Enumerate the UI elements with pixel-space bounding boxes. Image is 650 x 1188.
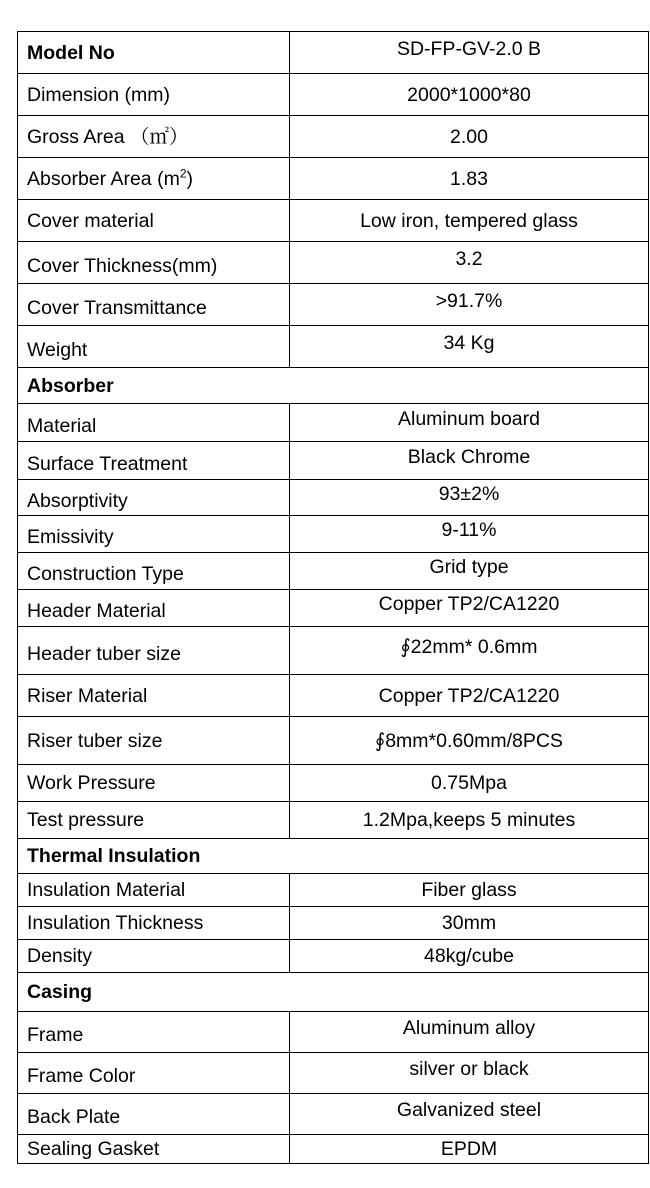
- row-value: Aluminum alloy: [290, 1012, 649, 1053]
- table-row: [18, 717, 649, 765]
- table-row: [18, 802, 649, 839]
- row-label: Dimension (mm): [18, 74, 290, 116]
- table-row: [18, 516, 649, 553]
- row-label: Density: [18, 940, 290, 973]
- row-value: silver or black: [290, 1053, 649, 1094]
- row-value: 2000*1000*80: [290, 74, 649, 116]
- row-label: Cover material: [18, 200, 290, 242]
- row-value: 0.75Mpa: [290, 765, 649, 802]
- row-value: 1.2Mpa,keeps 5 minutes: [290, 802, 649, 839]
- row-value: Copper TP2/CA1220: [290, 590, 649, 627]
- table-row: [18, 242, 649, 284]
- row-label: Model No: [18, 32, 290, 74]
- row-label: Emissivity: [18, 516, 290, 553]
- row-value: 30mm: [290, 907, 649, 940]
- table-row: [18, 907, 649, 940]
- table-row: [18, 1094, 649, 1135]
- row-label: Gross Area （㎡）: [18, 116, 290, 158]
- spec-table: [17, 31, 649, 1164]
- row-label: Cover Transmittance: [18, 284, 290, 326]
- row-value: 1.83: [290, 158, 649, 200]
- table-row: [18, 442, 649, 480]
- table-row: [18, 940, 649, 973]
- row-label: Weight: [18, 326, 290, 368]
- row-label: Absorber Area $(m^2)$: [18, 158, 290, 200]
- table-row: [18, 590, 649, 627]
- row-value: Aluminum board: [290, 404, 649, 442]
- section-heading: Absorber: [18, 368, 649, 404]
- row-value: ∮22mm* 0.6mm: [290, 627, 649, 675]
- row-label: Work Pressure: [18, 765, 290, 802]
- table-row: [18, 116, 649, 158]
- row-value: Black Chrome: [290, 442, 649, 480]
- row-value: Copper TP2/CA1220: [290, 675, 649, 717]
- section-row: [18, 368, 649, 404]
- row-value: 48kg/cube: [290, 940, 649, 973]
- section-row: [18, 839, 649, 874]
- row-value: Grid type: [290, 553, 649, 590]
- row-label: Frame Color: [18, 1053, 290, 1094]
- row-value: 34 Kg: [290, 326, 649, 368]
- table-row: [18, 200, 649, 242]
- row-label: Back Plate: [18, 1094, 290, 1135]
- row-label: Insulation Material: [18, 874, 290, 907]
- row-value: Low iron, tempered glass: [290, 200, 649, 242]
- row-label: Sealing Gasket: [18, 1135, 290, 1164]
- table-row: [18, 74, 649, 116]
- row-label: Header tuber size: [18, 627, 290, 675]
- section-heading: Casing: [18, 973, 649, 1012]
- row-value: 93±2%: [290, 480, 649, 516]
- row-label: Insulation Thickness: [18, 907, 290, 940]
- row-value: >91.7%: [290, 284, 649, 326]
- row-label: Construction Type: [18, 553, 290, 590]
- row-value: SD-FP-GV-2.0 B: [290, 32, 649, 74]
- table-row: [18, 326, 649, 368]
- row-label: Header Material: [18, 590, 290, 627]
- table-row: [18, 874, 649, 907]
- table-row: [18, 675, 649, 717]
- row-label: Cover Thickness(mm): [18, 242, 290, 284]
- row-label: Frame: [18, 1012, 290, 1053]
- row-value: ∮8mm*0.60mm/8PCS: [290, 717, 649, 765]
- section-row: [18, 973, 649, 1012]
- row-label: Riser tuber size: [18, 717, 290, 765]
- row-value: 3.2: [290, 242, 649, 284]
- table-row: [18, 1135, 649, 1164]
- table-row: [18, 158, 649, 200]
- table-row: [18, 627, 649, 675]
- table-row: [18, 480, 649, 516]
- table-row: [18, 284, 649, 326]
- table-row: [18, 1053, 649, 1094]
- row-label: Riser Material: [18, 675, 290, 717]
- row-value: Fiber glass: [290, 874, 649, 907]
- row-label: Surface Treatment: [18, 442, 290, 480]
- table-row: [18, 1012, 649, 1053]
- row-value: 9-11%: [290, 516, 649, 553]
- table-row: [18, 32, 649, 74]
- row-value: EPDM: [290, 1135, 649, 1164]
- section-heading: Thermal Insulation: [18, 839, 649, 874]
- table-row: [18, 765, 649, 802]
- row-label: Test pressure: [18, 802, 290, 839]
- row-label: Material: [18, 404, 290, 442]
- table-row: [18, 553, 649, 590]
- row-value: Galvanized steel: [290, 1094, 649, 1135]
- row-label: Absorptivity: [18, 480, 290, 516]
- table-row: [18, 404, 649, 442]
- row-value: 2.00: [290, 116, 649, 158]
